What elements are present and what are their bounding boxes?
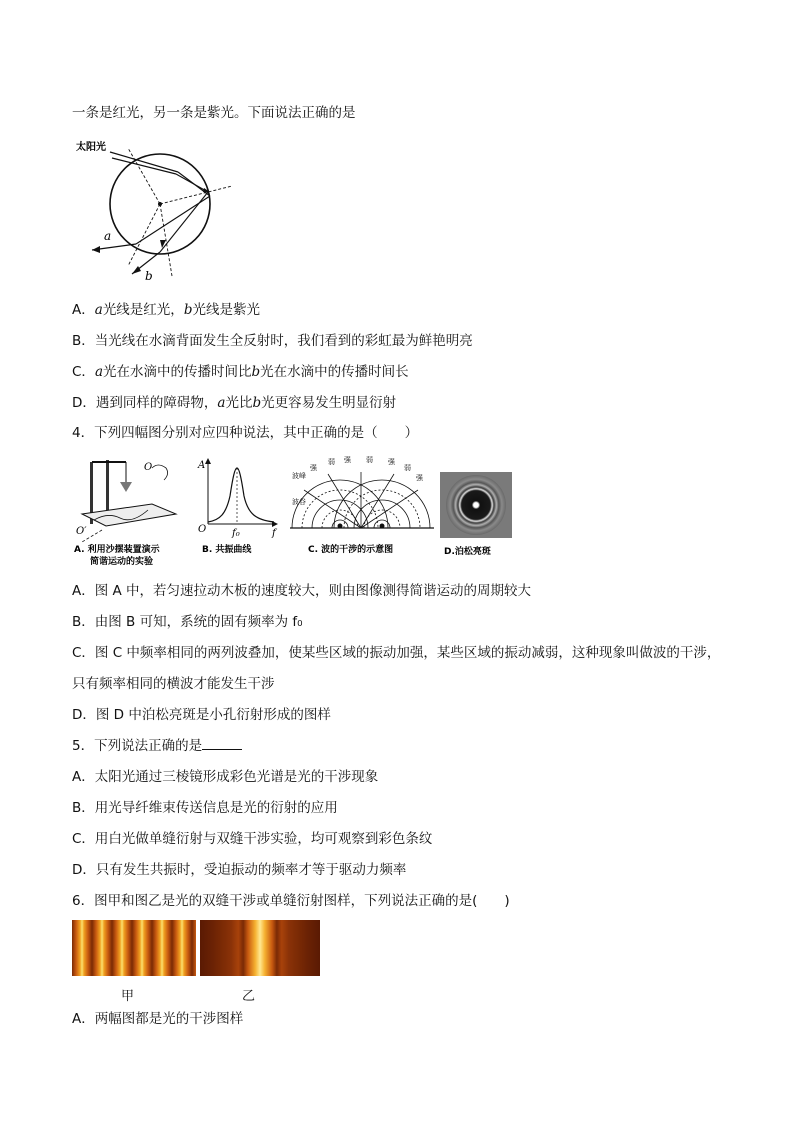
fig-a-caption-2: 简谐运动的实验 xyxy=(90,557,154,566)
q3-option-c: C．a光在水滴中的传播时间比b光在水滴中的传播时间长 xyxy=(72,364,409,380)
water-droplet-figure xyxy=(72,134,242,286)
q5-option-c: C．用白光做单缝衍射与双缝干涉实验，均可观察到彩色条纹 xyxy=(72,831,433,847)
q5-option-b: B．用光导纤维束传送信息是光的衍射的应用 xyxy=(72,800,338,816)
pattern-jia-image xyxy=(72,920,196,976)
ray-b-label: b xyxy=(145,269,153,283)
fig-c-s3: 强 xyxy=(344,456,351,464)
fig-b-axis-a: A xyxy=(198,460,206,471)
label-yi: 乙 xyxy=(242,989,256,1004)
q4-stem: 4．下列四幅图分别对应四种说法，其中正确的是（ ） xyxy=(72,425,419,441)
ray-a-label: a xyxy=(104,229,112,243)
q5-option-a: A．太阳光通过三棱镜形成彩色光谱是光的干涉现象 xyxy=(72,769,379,785)
pattern-yi-image xyxy=(200,920,320,976)
fig-b-caption: B. 共振曲线 xyxy=(202,545,252,555)
fig-c-s6: 弱 xyxy=(404,464,411,472)
fig-c-s2: 弱 xyxy=(328,458,335,466)
fig-a-oprime-label: O′ xyxy=(76,526,87,537)
fig-b-f: f xyxy=(272,528,276,539)
q4-option-a: A．图 A 中，若匀速拉动木板的速度较大，则由图像测得简谐运动的周期较大 xyxy=(72,583,532,599)
fig-c-s7: 强 xyxy=(416,474,423,482)
fig-a-o-label: O xyxy=(144,462,153,473)
fig-c-s4: 弱 xyxy=(366,456,373,464)
sun-label: 太阳光 xyxy=(76,142,106,153)
fig-c-crest-label: 波峰 xyxy=(292,472,306,480)
q4-option-d: D．图 D 中泊松亮斑是小孔衍射形成的图样 xyxy=(72,707,331,723)
fig-c-s5: 强 xyxy=(388,458,395,466)
wave-interference-figure xyxy=(288,456,436,566)
fig-c-s1: 强 xyxy=(310,464,317,472)
q3-option-d: D．遇到同样的障碍物，a光比b光更容易发生明显衍射 xyxy=(72,395,397,411)
q3-option-b: B．当光线在水滴背面发生全反射时，我们看到的彩虹最为鲜艳明亮 xyxy=(72,333,473,349)
q5-stem: 5．下列说法正确的是 xyxy=(72,737,242,755)
answer-blank xyxy=(202,737,242,750)
fig-c-caption: C. 波的干涉的示意图 xyxy=(308,545,394,555)
q6-option-a: A．两幅图都是光的干涉图样 xyxy=(72,1011,244,1027)
poisson-spot-figure xyxy=(440,472,516,566)
q4-option-b: B．由图 B 可知，系统的固有频率为 f₀ xyxy=(72,614,303,630)
q4-option-c-line1: C．图 C 中频率相同的两列波叠加，使某些区域的振动加强，某些区域的振动减弱，这种现象叫做波的干涉， xyxy=(72,645,721,661)
q3-option-a: A．a光线是红光，b光线是紫光 xyxy=(72,302,260,318)
fig-b-f0: f₀ xyxy=(232,528,240,539)
fig-a-caption-1: A. 利用沙摆装置演示 xyxy=(74,545,160,555)
fig-c-trough-label: 波谷 xyxy=(292,498,306,506)
resonance-curve-figure xyxy=(196,456,284,566)
q4-option-c-line2: 只有频率相同的横波才能发生干涉 xyxy=(72,676,275,692)
q5-option-d: D．只有发生共振时，受迫振动的频率才等于驱动力频率 xyxy=(72,862,407,878)
intro-text: 一条是红光，另一条是紫光。下面说法正确的是 xyxy=(72,105,356,121)
sand-pendulum-figure xyxy=(72,456,190,566)
label-jia: 甲 xyxy=(121,989,135,1004)
fig-b-origin: O xyxy=(198,524,207,535)
q6-stem: 6．图甲和图乙是光的双缝干涉或单缝衍射图样，下列说法正确的是( ) xyxy=(72,893,510,909)
fig-d-caption: D.泊松亮斑 xyxy=(444,547,491,557)
